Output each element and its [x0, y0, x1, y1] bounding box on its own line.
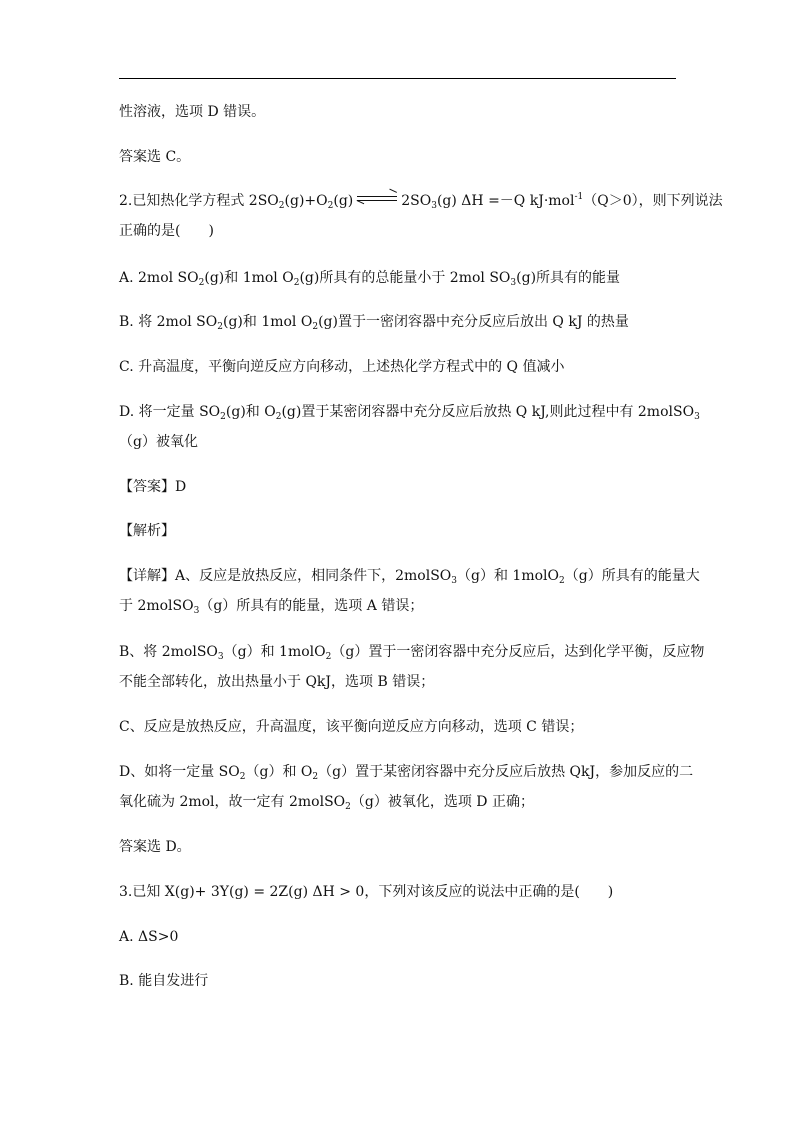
q2-detail-line6: D、如将一定量 $SO_2(g)$和 $O_2(g)$置于某密闭容器中充分反应后放热 QkJ，参加反应的二 — [119, 764, 694, 782]
q2-stem-line1: 2.已知热化学方程式 $2SO_2(g)+O_2(g)$ $2SO_3(g)$ ΔH =－Q kJ·mol$^{-1}$（Q＞0），则下列说法 — [119, 192, 723, 210]
q2-final-answer: 答案选 D。 — [119, 839, 191, 855]
q2-detail-line5: C、反应是放热反应，升高温度，该平衡向逆反应方向移动，选项 C 错误； — [119, 719, 584, 735]
q2-detail-line3: B、将 2molSO$_3$（g）和 1molO$_2$（g）置于一密闭容器中充分反应后，达到化学平衡，反应物 — [119, 644, 705, 662]
q3-option-b: B. 能自发进行 — [119, 973, 209, 989]
q2-detail-line2: 于 2molSO$_3$（g）所具有的能量，选项 A 错误； — [119, 598, 424, 616]
q2-detail-line1: 【详解】A、反应是放热反应，相同条件下，2molSO$_3$（g）和 1molO$_2$（g）所具有的能量大 — [119, 568, 700, 586]
q2-detail-line4: 不能全部转化，放出热量小于 QkJ，选项 B 错误； — [119, 674, 435, 690]
q2-answer: 【答案】D — [119, 479, 187, 495]
prev-question-tail: 性溶液，选项 D 错误。 — [119, 104, 266, 120]
prev-answer: 答案选 C。 — [119, 149, 191, 165]
q3-option-a: A. ΔS>0 — [119, 929, 179, 945]
equilibrium-arrow-icon — [357, 195, 397, 203]
q2-option-d-line1: D. 将一定量 $SO_2(g)$和 $O_2(g)$置于某密闭容器中充分反应后放热 Q kJ,则此过程中有 2molSO$_3$ — [119, 404, 700, 422]
q2-analysis-heading: 【解析】 — [119, 523, 175, 539]
q3-stem: 3.已知 X(g)+ 3Y(g) = 2Z(g) ΔH > 0，下列对该反应的说法中正确的是( ) — [119, 884, 614, 900]
q2-option-c: C. 升高温度，平衡向逆反应方向移动，上述热化学方程式中的 Q 值减小 — [119, 359, 565, 375]
q2-stem-line2: 正确的是( ) — [119, 223, 214, 239]
q2-option-d-line2: （g）被氧化 — [119, 434, 198, 450]
q2-option-a: A. 2mol $SO_2(g)$和 1mol $O_2(g)$所具有的总能量小于 2mol $SO_3(g)$所具有的能量 — [119, 270, 621, 288]
header-rule — [119, 78, 676, 79]
q2-option-b: B. 将 2mol $SO_2(g)$和 1mol $O_2(g)$置于一密闭容器中充分反应后放出 Q kJ 的热量 — [119, 314, 629, 332]
q2-detail-line7: 氧化硫为 2mol，故一定有 2molSO$_2$（g）被氧化，选项 D 正确； — [119, 794, 534, 812]
